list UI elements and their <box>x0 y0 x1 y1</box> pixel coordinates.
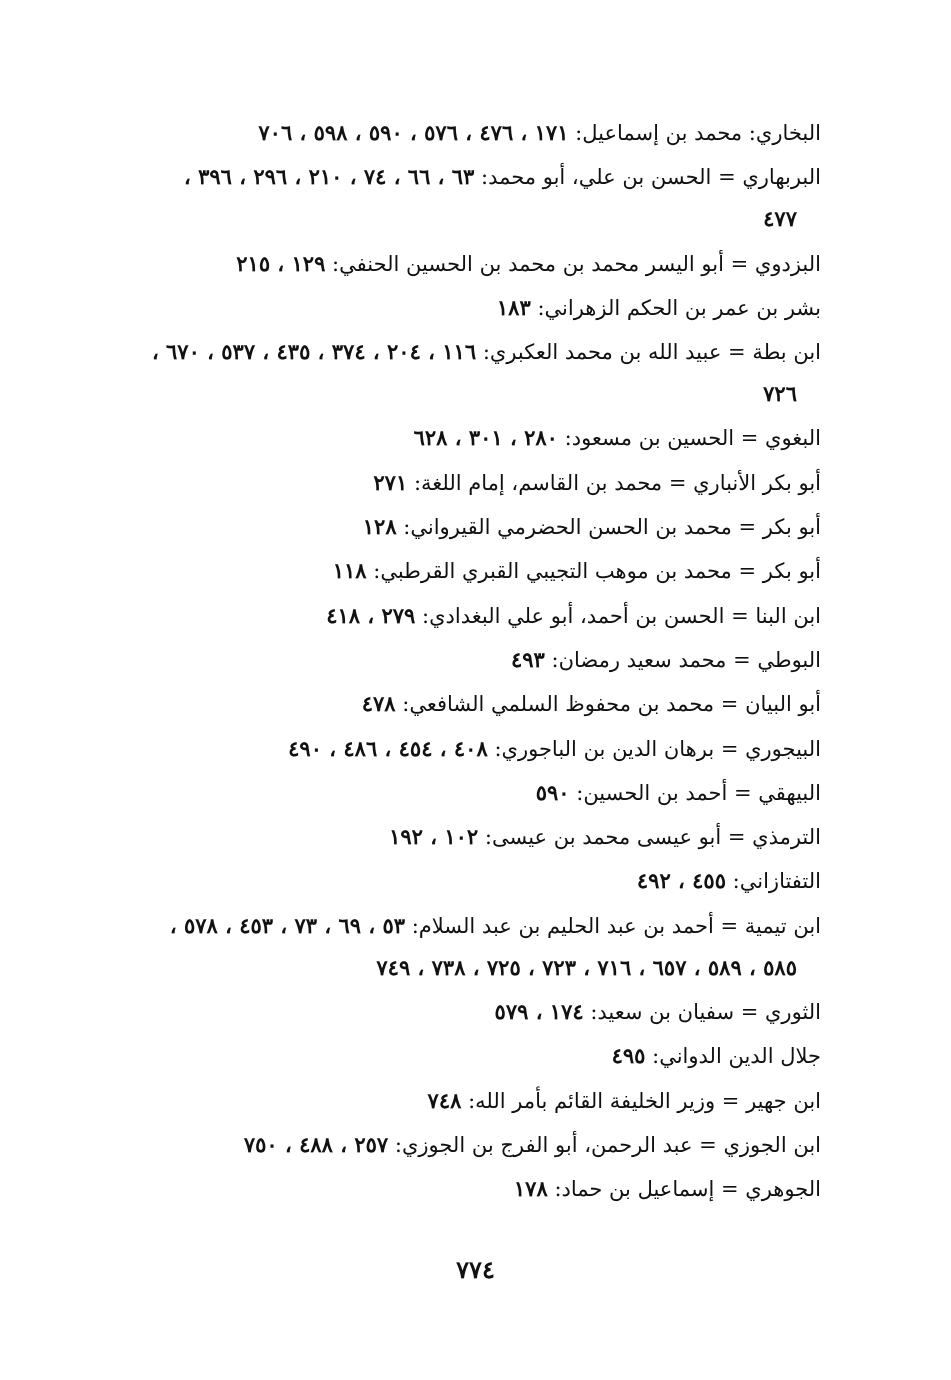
entry-name: البغوي = الحسين بن مسعود: <box>564 426 821 451</box>
index-entry <box>121 462 821 504</box>
entry-pages: ٤٥٥ ، ٤٩٢ <box>636 868 726 894</box>
index-entry <box>121 683 821 725</box>
index-entry <box>121 550 821 592</box>
entry-pages: ٤٩٣ <box>510 646 545 672</box>
entry-name: البيجوري = برهان الدين بن الباجوري: <box>494 736 821 761</box>
entry-pages-continuation: ٤٧٧ <box>763 206 797 232</box>
entry-pages: ١٧١ ، ٤٧٦ ، ٥٧٦ ، ٥٩٠ ، ٥٩٨ ، ٧٠٦ <box>258 120 569 145</box>
index-entry <box>121 1124 821 1166</box>
index-entry <box>121 1168 821 1210</box>
entry-name: الترمذي = أبو عيسى محمد بن عيسى: <box>484 825 821 850</box>
entry-name: ابن البنا = الحسن بن أحمد، أبو علي البغدادي: <box>422 603 821 628</box>
entry-name: جلال الدين الدواني: <box>652 1044 821 1069</box>
entry-name: ابن جهير = وزير الخليفة القائم بأمر الله: <box>468 1088 821 1113</box>
entry-name: ابن بطة = عبيد الله بن محمد العكبري: <box>482 340 821 365</box>
entry-name: البيهقي = أحمد بن الحسين: <box>576 780 821 805</box>
index-entry <box>121 728 821 770</box>
entry-pages: ٧٤٨ <box>427 1087 462 1113</box>
entry-pages: ١٧٤ ، ٥٧٩ <box>494 999 584 1025</box>
entry-name: ابن الجوزي = عبد الرحمن، أبو الفرج بن الجوزي: <box>394 1132 821 1157</box>
entry-pages: ١٨٣ <box>496 294 531 320</box>
index-entry <box>121 331 821 415</box>
entry-pages: ٥٩٠ <box>535 779 570 805</box>
entry-name: البوطي = محمد سعيد رمضان: <box>551 647 821 672</box>
index-entry <box>121 991 821 1033</box>
index-entry <box>121 287 821 329</box>
entry-pages: ٥٣ ، ٦٩ ، ٧٣ ، ٤٥٣ ، ٥٧٨ ، <box>169 912 405 938</box>
entry-name: ابن تيمية = أحمد بن عبد الحليم بن عبد السلام: <box>411 913 821 938</box>
entry-pages: ٤٠٨ ، ٤٥٤ ، ٤٨٦ ، ٤٩٠ <box>288 735 488 761</box>
entry-name: البزدوي = أبو اليسر محمد بن محمد بن الحسين الحنفي: <box>332 251 821 276</box>
entry-pages-continuation: ٧٢٦ <box>763 381 797 407</box>
entry-pages-continuation: ٥٨٥ ، ٥٨٩ ، ٦٥٧ ، ٧١٦ ، ٧٢٣ ، ٧٢٥ ، ٧٣٨ ، ٧٤٩ <box>376 954 797 980</box>
index-entry <box>121 860 821 902</box>
entry-pages: ٢٥٧ ، ٤٨٨ ، ٧٥٠ <box>243 1131 389 1157</box>
index-entry <box>121 243 821 285</box>
name-index-list <box>121 112 821 1213</box>
entry-pages: ١٧٨ <box>513 1176 548 1202</box>
entry-name: البخاري: محمد بن إسماعيل: <box>575 121 821 145</box>
entry-pages: ١١٦ ، ٢٠٤ ، ٣٧٤ ، ٤٣٥ ، ٥٣٧ ، ٦٧٠ ، <box>151 339 477 365</box>
entry-name: أبو البيان = محمد بن محفوظ السلمي الشافعي: <box>402 692 821 717</box>
page-number: ٧٧٤ <box>456 1255 495 1284</box>
entry-name: التفتازاني: <box>732 869 821 894</box>
index-entry <box>121 156 821 240</box>
entry-pages: ٢٧١ <box>373 469 408 495</box>
entry-pages: ٢٧٩ ، ٤١٨ <box>326 602 416 628</box>
entry-name: الثوري = سفيان بن سعيد: <box>590 1000 821 1025</box>
index-entry <box>121 506 821 548</box>
index-entry <box>121 595 821 637</box>
entry-pages: ٤٧٨ <box>361 691 396 717</box>
entry-name: أبو بكر = محمد بن الحسن الحضرمي القيرواني: <box>403 515 821 540</box>
index-entry <box>121 1080 821 1122</box>
index-entry <box>121 112 821 154</box>
entry-name: البربهاري = الحسن بن علي، أبو محمد: <box>481 165 821 190</box>
entry-pages: ٤٩٥ <box>611 1043 646 1069</box>
index-entry <box>121 1035 821 1077</box>
entry-name: أبو بكر = محمد بن موهب التجيبي القبري القرطبي: <box>373 559 821 584</box>
entry-pages: ١١٨ <box>332 558 367 584</box>
entry-name: الجوهري = إسماعيل بن حماد: <box>554 1177 821 1202</box>
entry-pages: ١٢٩ ، ٢١٥ <box>236 250 326 276</box>
entry-name: أبو بكر الأنباري = محمد بن القاسم، إمام اللغة: <box>413 470 821 495</box>
entry-name: بشر بن عمر بن الحكم الزهراني: <box>537 295 821 320</box>
index-entry <box>121 639 821 681</box>
index-entry <box>121 905 821 989</box>
index-entry <box>121 772 821 814</box>
entry-pages: ٦٣ ، ٦٦ ، ٧٤ ، ٢١٠ ، ٢٩٦ ، ٣٩٦ ، <box>183 164 475 190</box>
index-entry <box>121 417 821 459</box>
index-entry <box>121 816 821 858</box>
entry-pages: ١٠٢ ، ١٩٢ <box>389 824 479 850</box>
entry-pages: ١٢٨ <box>362 514 397 540</box>
entry-pages: ٢٨٠ ، ٣٠١ ، ٦٢٨ <box>413 425 558 451</box>
